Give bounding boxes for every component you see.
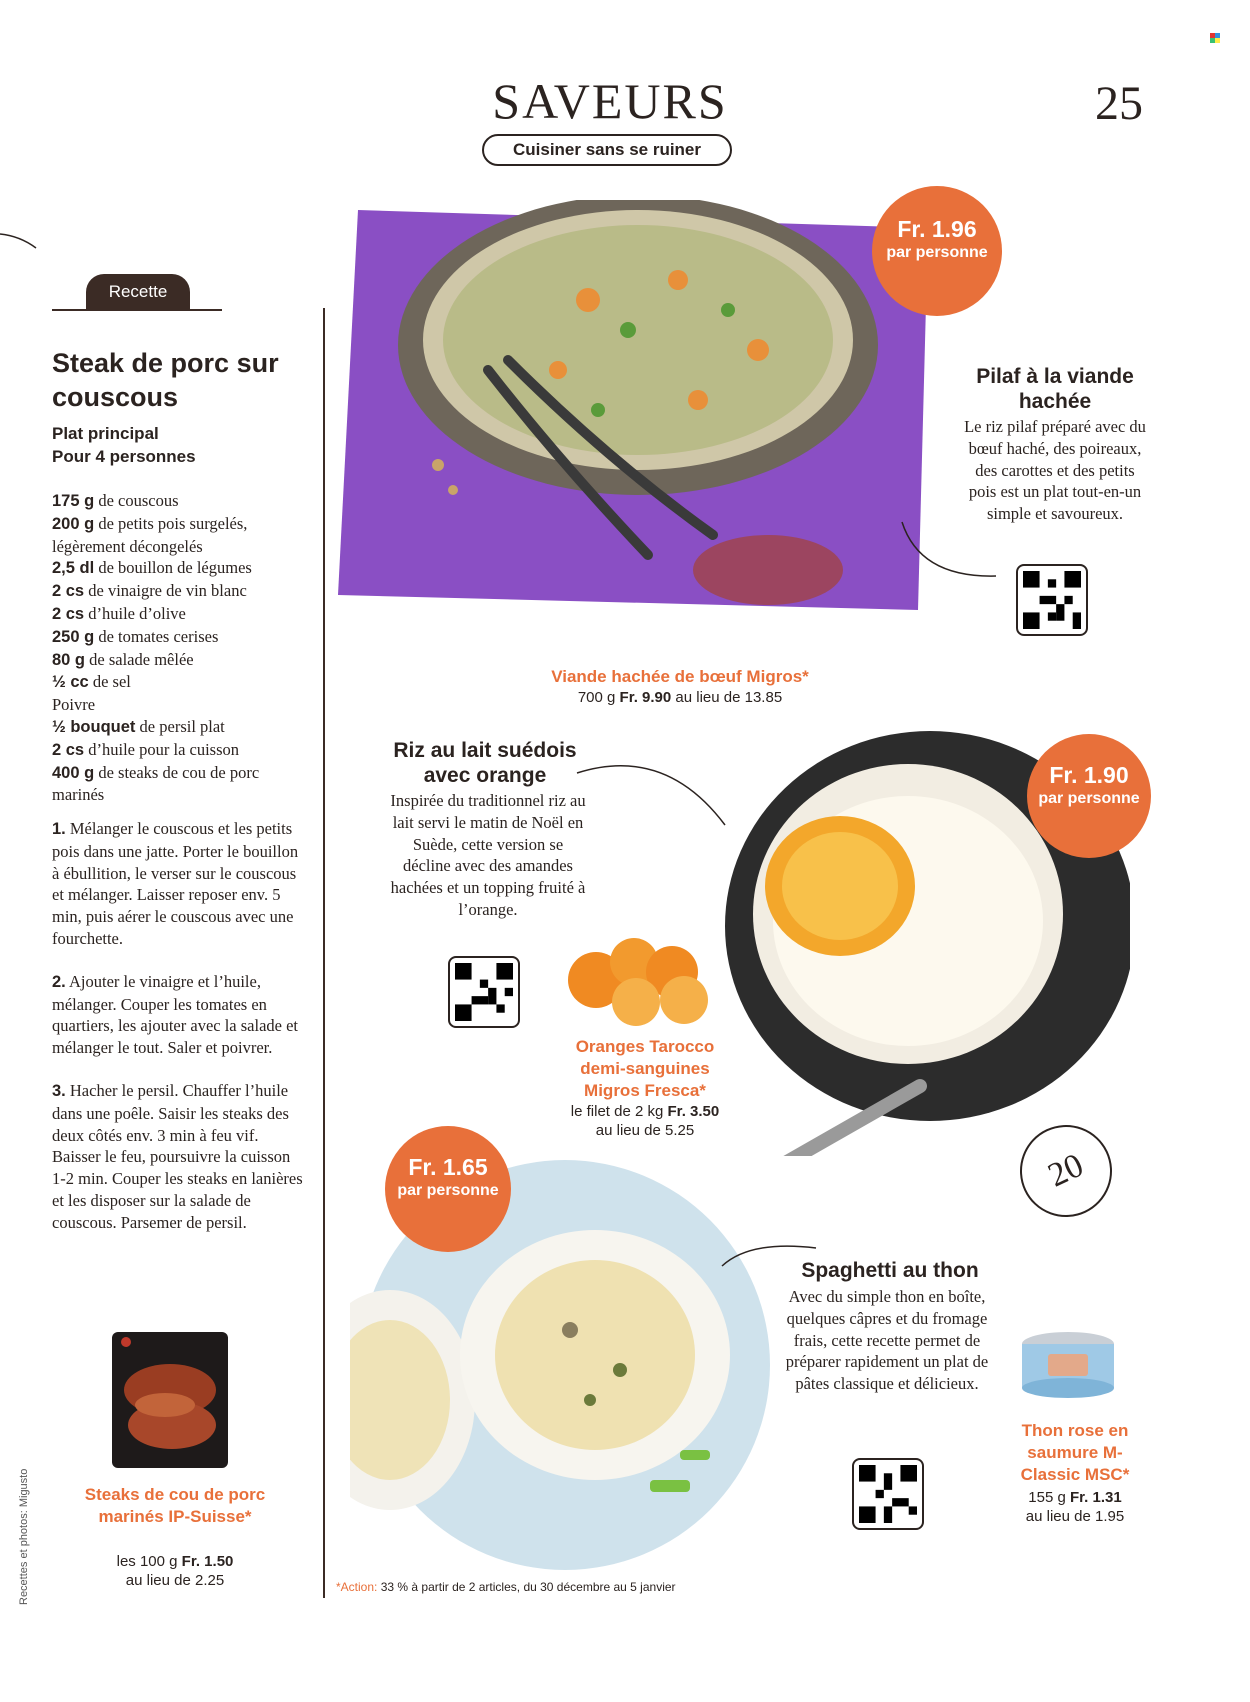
orange-product-price: le filet de 2 kg Fr. 3.50 au lieu de 5.25	[570, 1103, 720, 1139]
photo-credit: Recettes et photos: Migusto	[18, 1468, 30, 1605]
pilaf-description: Le riz pilaf préparé avec du bœuf haché, des poireaux, des carottes et des petits pois est un plat tout-en-un simple et savoureux.	[964, 417, 1146, 524]
section-subtitle: Cuisiner sans se ruiner	[482, 134, 732, 166]
pointer-curve	[900, 520, 1000, 580]
column-divider	[323, 308, 325, 1598]
list-item: 250 g de tomates cerises	[52, 626, 219, 646]
list-item: 80 g de salade mêlée	[52, 649, 194, 669]
qr-code-icon	[1023, 571, 1081, 629]
list-item: 175 g de couscous	[52, 491, 179, 510]
step: 2. Ajouter le vinaigre et l’huile, mélanger. Couper les tomates en quartiers, les ajouter avec la salade et mélanger le tout. Saler et poivrer.	[52, 971, 299, 1058]
tuna-can-image	[1018, 1330, 1118, 1400]
spaghetti-description: Avec du simple thon en boîte, quelques câpres et du fromage frais, cette recette permet de préparer rapidement un plat de pâtes classique et délicieux.	[785, 1287, 989, 1394]
list-item: ½ cc de sel	[52, 672, 131, 692]
beef-product-price: 700 g Fr. 9.90 au lieu de 13.85	[577, 689, 783, 706]
riz-title: Riz au lait suédois avec orange	[393, 739, 577, 787]
list-item: 2 cs d’huile pour la cuisson	[52, 739, 240, 759]
spaghetti-title: Spaghetti au thon	[801, 1259, 979, 1282]
pilaf-price-badge: Fr. 1.96 par personne	[872, 186, 1002, 316]
beef-product-name: Viande hachée de bœuf Migros*	[551, 667, 809, 686]
qr-code-icon	[455, 963, 513, 1021]
list-item: 200 g de petits pois surgelés, légèrement décongelés	[52, 513, 248, 556]
step: 3. Hacher le persil. Chauffer l’huile dans une poêle. Saisir les steaks des deux côtés env. 3 min à feu vif. Baisser le feu, poursuivre la cuisson 1-2 min. Couper les steaks en lanières et les disposer sur la salade de couscous. Parsemer de persil.	[52, 1080, 303, 1232]
tuna-product-name: Thon rose en saumure M-Classic MSC*	[1020, 1421, 1130, 1484]
stamp-badge: 20	[1005, 1110, 1127, 1232]
spaghetti-qr-code[interactable]	[852, 1458, 924, 1530]
riz-qr-code[interactable]	[448, 956, 520, 1028]
pilaf-photo	[338, 200, 938, 620]
pork-product-price: les 100 g Fr. 1.50 au lieu de 2.25	[116, 1553, 234, 1589]
list-item: ½ bouquet de persil plat	[52, 716, 225, 736]
page-number: 25	[1095, 77, 1143, 130]
recipe-tab: Recette	[86, 274, 190, 310]
recipe-title: Steak de porc sur couscous	[52, 348, 279, 412]
recipe-steps	[52, 818, 307, 1255]
decorative-curve	[0, 230, 40, 250]
footnote: *Action: 33 % à partir de 2 articles, du 30 décembre au 5 janvier	[336, 1580, 676, 1594]
list-item: 400 g de steaks de cou de porc marinés	[52, 762, 260, 805]
color-mark-icon	[1210, 33, 1220, 43]
magazine-title: SAVEURS	[492, 73, 728, 129]
pointer-curve	[575, 755, 735, 830]
recipe-meta	[52, 422, 302, 468]
riz-price-badge: Fr. 1.90 par personne	[1027, 734, 1151, 858]
list-item: 2,5 dl de bouillon de légumes	[52, 558, 252, 578]
ingredient-list	[52, 490, 307, 806]
pork-steak-package-image	[110, 1330, 230, 1470]
pork-product-name: Steaks de cou de porc marinés IP-Suisse*	[84, 1485, 266, 1526]
pilaf-title: Pilaf à la viande hachée	[976, 365, 1134, 413]
riz-description: Inspirée du traditionnel riz au lait servi le matin de Noël en Suède, cette version se décline avec des amandes hachées et un topping fruité à l’orange.	[390, 791, 586, 919]
list-item: 2 cs de vinaigre de vin blanc	[52, 581, 247, 601]
list-item: Poivre	[52, 695, 96, 715]
list-item: 2 cs d’huile d’olive	[52, 603, 186, 623]
spaghetti-price-badge: Fr. 1.65 par personne	[385, 1126, 511, 1252]
pilaf-qr-code[interactable]	[1016, 564, 1088, 636]
recipe-servings: Pour 4 personnes	[52, 447, 196, 466]
recipe-course: Plat principal	[52, 424, 159, 443]
divider	[52, 309, 222, 311]
step: 1. Mélanger le couscous et les petits pois dans une jatte. Porter le bouillon à ébullition, le verser sur le couscous et mélanger. Laisser reposer env. 5 min, puis aérer le couscous avec une fourchette.	[52, 819, 299, 948]
tuna-product-price: 155 g Fr. 1.31 au lieu de 1.95	[1025, 1489, 1125, 1525]
qr-code-icon	[859, 1465, 917, 1523]
orange-product-name: Oranges Tarocco demi-sanguines Migros Fresca*	[575, 1037, 715, 1100]
oranges-image	[566, 930, 726, 1030]
